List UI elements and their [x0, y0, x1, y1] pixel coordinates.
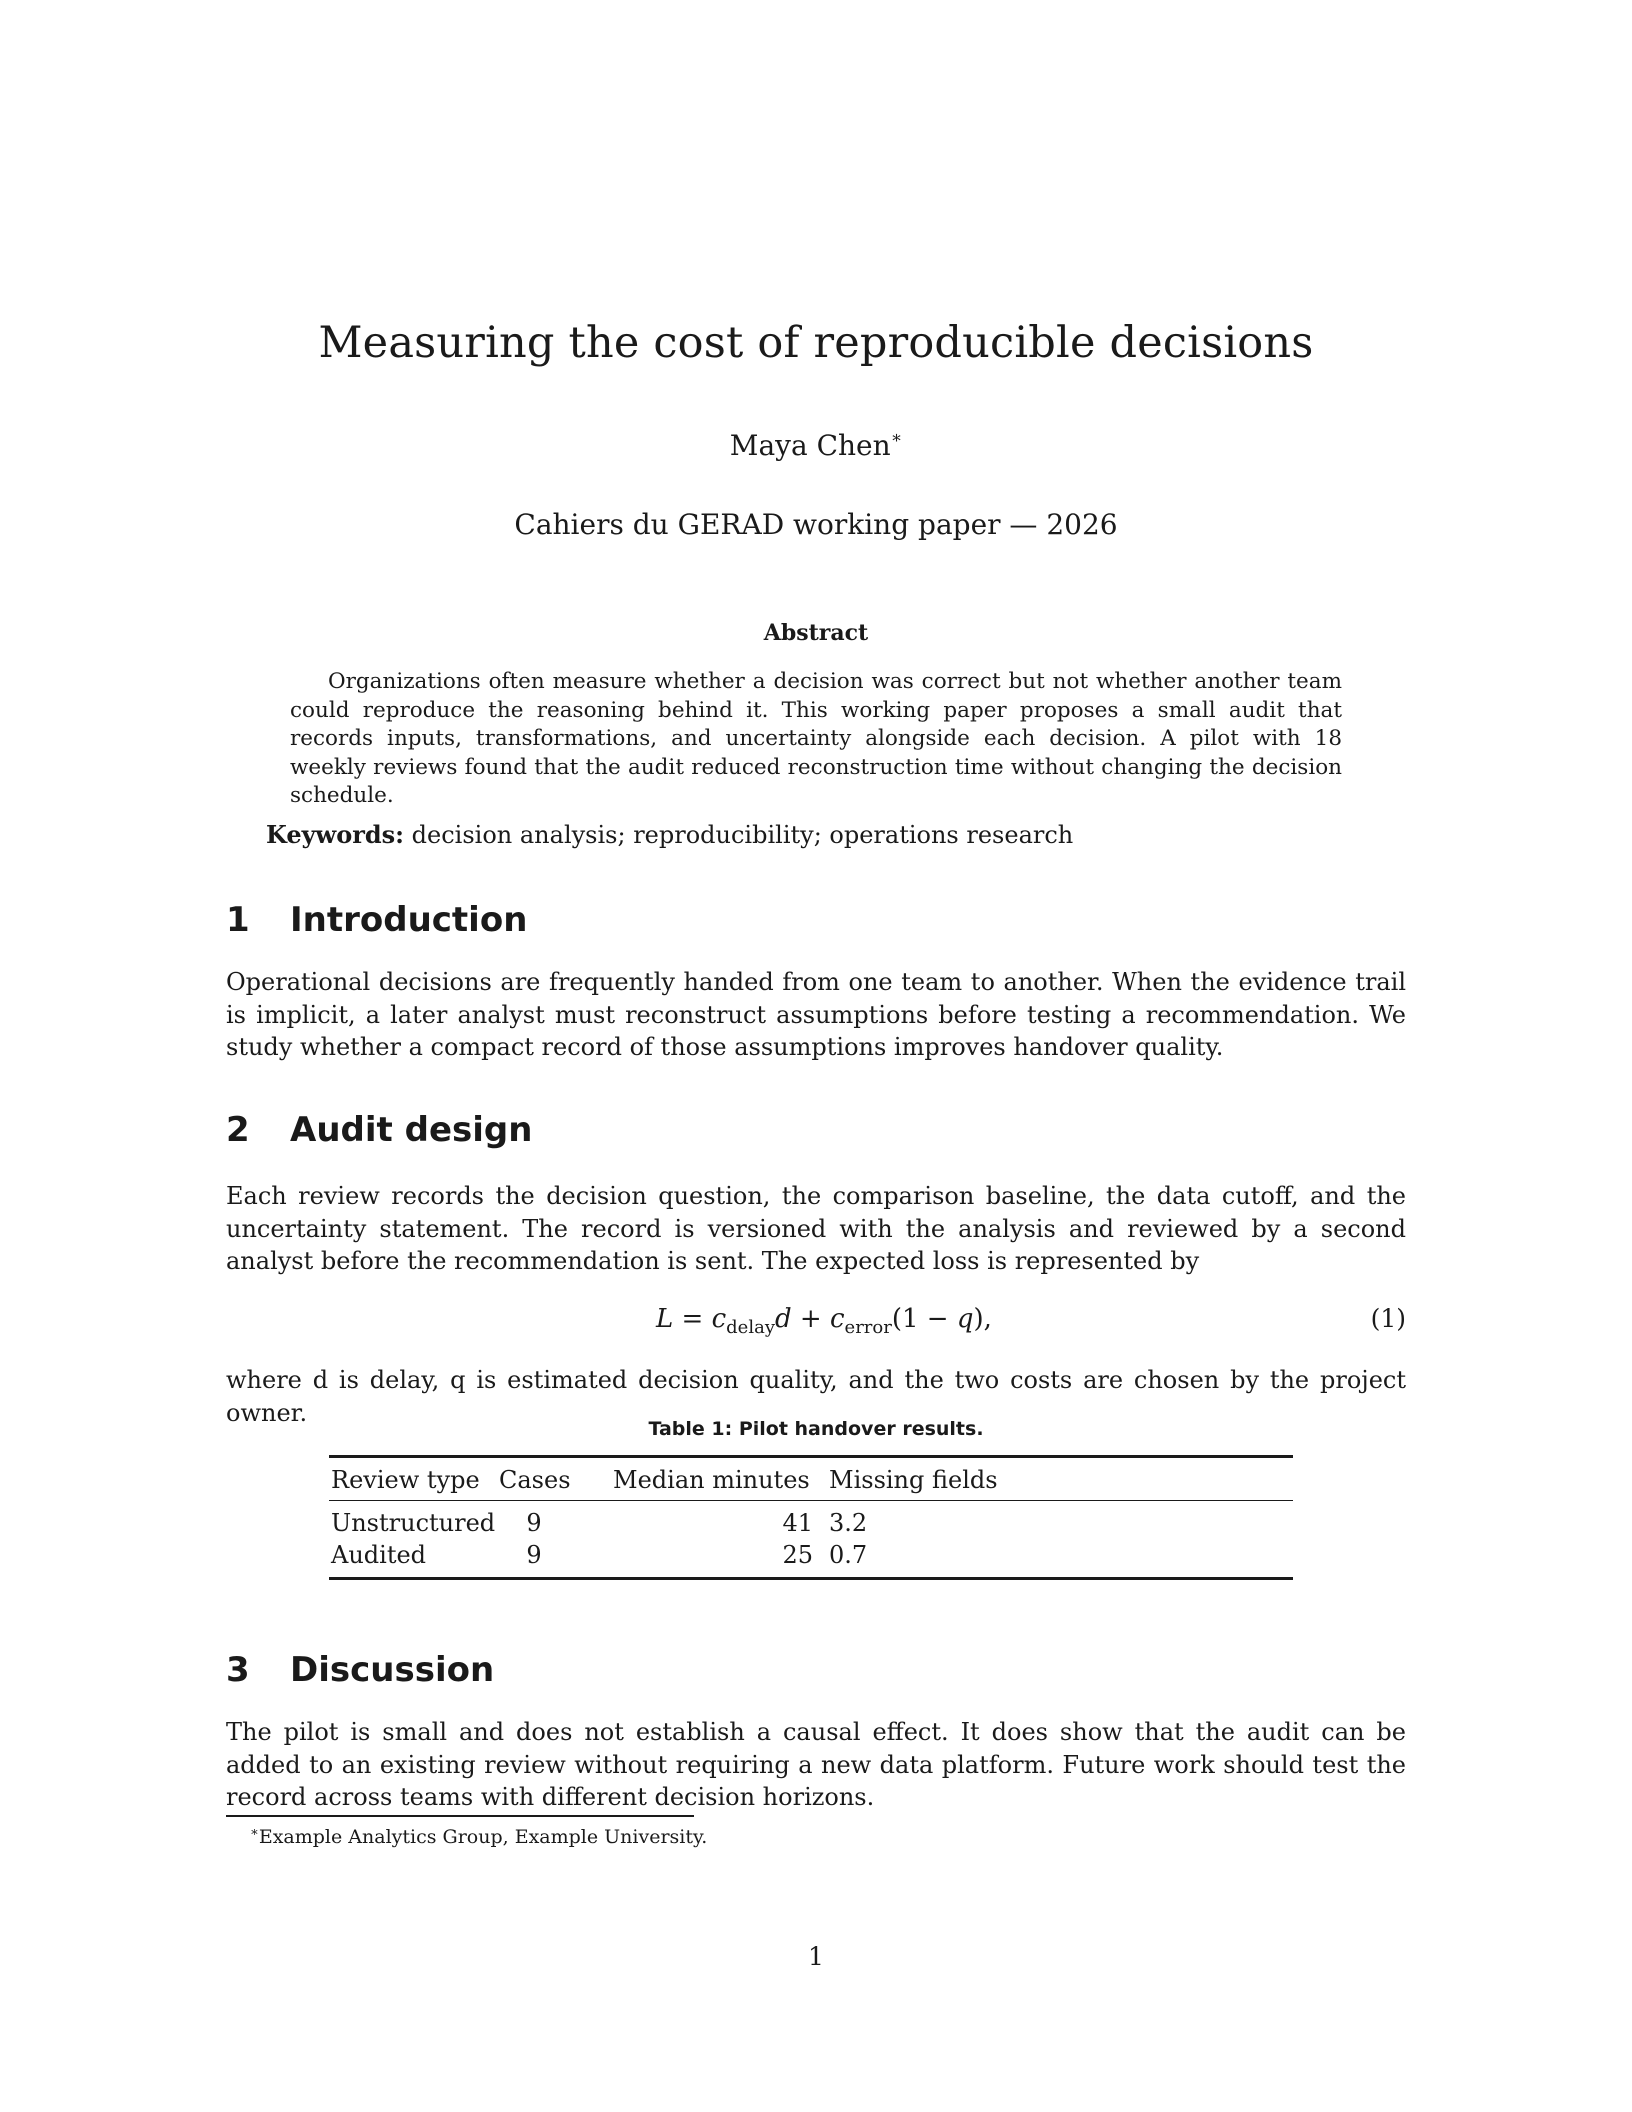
table-cell: 9: [526, 1509, 542, 1537]
equation-c-error: c: [829, 1304, 845, 1334]
section-number: 3: [226, 1650, 250, 1690]
footnote-text: Example Analytics Group, Example University.: [258, 1826, 708, 1848]
pilot-results-table: [329, 1455, 1293, 1580]
venue-line: Cahiers du GERAD working paper — 2026: [514, 508, 1118, 541]
equation-number: (1): [1370, 1304, 1406, 1333]
equation-paren: (1 −: [891, 1304, 957, 1334]
abstract-body: Organizations often measure whether a decision was correct but not whether another team could reproduce the reasoning behind it. This working paper proposes a small audit that records inputs, transformations, and uncertainty alongside each decision. A pilot with 18 weekly reviews found that the audit reduced reconstruction time without changing the decision schedule.: [290, 669, 1342, 808]
section-number: 2: [226, 1110, 250, 1150]
table-header-cell: Cases: [499, 1465, 571, 1494]
table-cell: 9: [526, 1541, 542, 1569]
discussion-paragraph: The pilot is small and does not establish a causal effect. It does show that the audit can be added to an existing review without requiring a new data platform. Future work should test the record across teams with different decision horizons.: [226, 1718, 1406, 1811]
table-row: [329, 1507, 1293, 1539]
table-top-rule: [329, 1455, 1293, 1458]
equation-plus: +: [791, 1304, 830, 1334]
section-heading-introduction: [226, 900, 1406, 940]
table-header-cell: Review type: [331, 1465, 480, 1494]
section-heading-discussion: [226, 1650, 1406, 1690]
equation-d: d: [775, 1304, 792, 1334]
equation-lhs: L: [656, 1304, 674, 1334]
equation-equals: =: [673, 1304, 712, 1334]
keywords-label: Keywords:: [266, 820, 405, 849]
footnote-rule: [226, 1815, 694, 1817]
page-number: 1: [808, 1942, 824, 1971]
table-header-cell: Median minutes: [613, 1465, 810, 1494]
keywords-line: [266, 820, 1366, 849]
author-line: [0, 428, 1632, 462]
section-title: Audit design: [290, 1110, 533, 1150]
table-cell: 41: [782, 1509, 813, 1537]
introduction-paragraph: Operational decisions are frequently handed from one team to another. When the evidence trail is implicit, a later analyst must reconstruct assumptions before testing a recommendation. We study whether a compact record of those assumptions improves handover quality.: [226, 968, 1406, 1061]
equation-sub-delay: delay: [726, 1317, 775, 1338]
table-cell: Audited: [331, 1541, 427, 1569]
table-cell: 3.2: [829, 1509, 868, 1537]
section-heading-audit-design: [226, 1110, 1406, 1150]
table-cell: Unstructured: [331, 1509, 496, 1537]
author-footnote-mark: ∗: [890, 428, 903, 448]
section-title: Discussion: [290, 1650, 495, 1690]
equation-q: q: [956, 1304, 974, 1334]
author-name: Maya Chen: [729, 429, 891, 462]
table-row: [329, 1539, 1293, 1571]
equation-sub-error: error: [844, 1317, 892, 1338]
equation-explanation: where d is delay, q is estimated decision quality, and the two costs are chosen by the project owner.: [226, 1366, 1406, 1427]
paper-title: Measuring the cost of reproducible decisions: [318, 318, 1314, 368]
table-cell: 0.7: [829, 1541, 868, 1569]
abstract-heading: Abstract: [763, 620, 869, 646]
equation-body: [656, 1304, 992, 1338]
keywords-value: decision analysis; reproducibility; operations research: [411, 821, 1074, 849]
audit-design-paragraph: Each review records the decision question, the comparison baseline, the data cutoff, and the uncertainty statement. The record is versioned with the analysis and reviewed by a second analyst before the recommendation is sent. The expected loss is represented by: [226, 1182, 1406, 1275]
table-cell: 25: [782, 1541, 813, 1569]
table-header-row: [329, 1464, 1293, 1496]
footnote: [250, 1825, 1350, 1848]
table-mid-rule: [329, 1500, 1293, 1502]
section-title: Introduction: [290, 900, 528, 940]
equation-close: ),: [973, 1304, 992, 1334]
table-bottom-rule: [329, 1577, 1293, 1580]
table-header-cell: Missing fields: [829, 1465, 998, 1494]
table-caption: Table 1: Pilot handover results.: [648, 1418, 984, 1440]
equation-c-delay: c: [711, 1304, 727, 1334]
footnote-mark: ∗: [250, 1825, 259, 1840]
section-number: 1: [226, 900, 250, 940]
